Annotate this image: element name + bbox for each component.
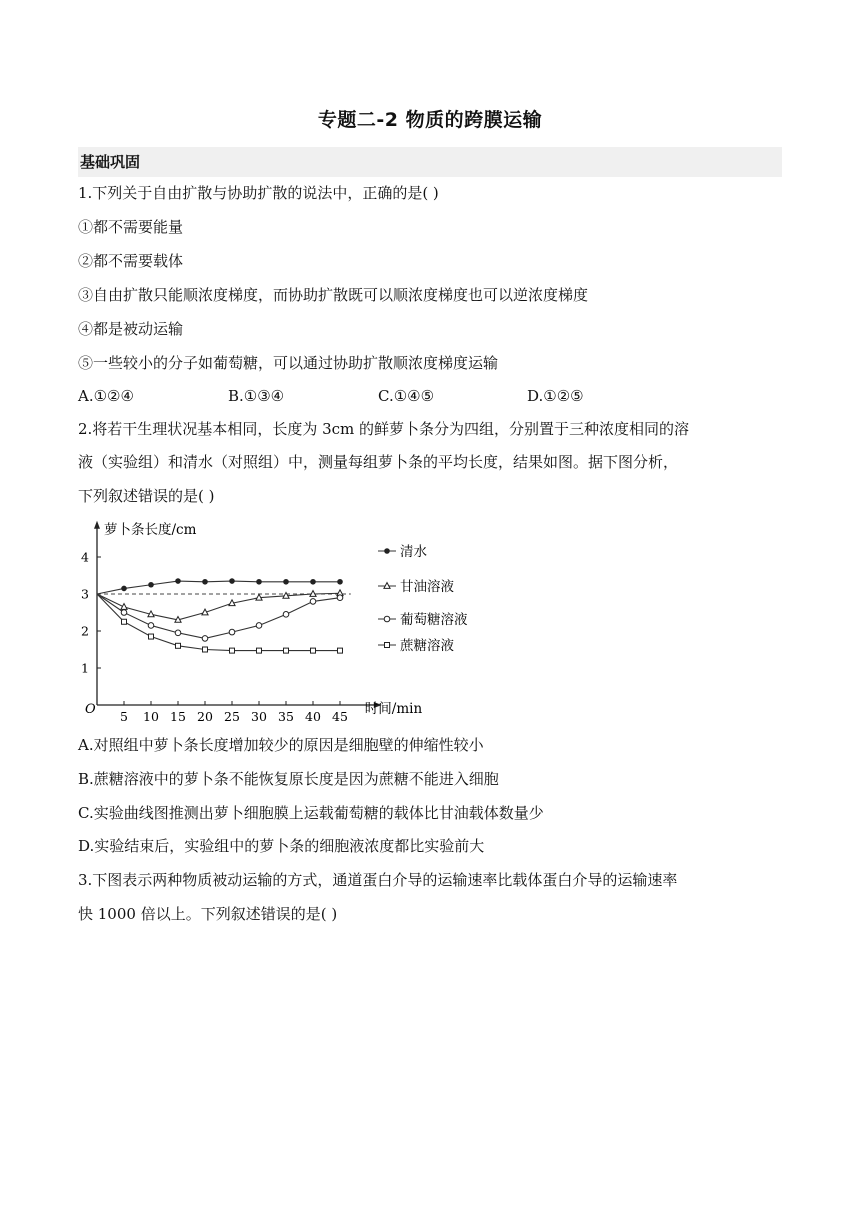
y-tick-label: 3 — [81, 586, 89, 602]
legend-marker — [384, 548, 390, 554]
data-point — [175, 630, 181, 636]
x-tick-label: 35 — [278, 709, 294, 723]
data-point — [310, 599, 316, 605]
data-point — [176, 643, 181, 648]
data-point — [202, 579, 208, 585]
question-2-option-d: D.实验结束后，实验组中的萝卜条的细胞液浓度都比实验前大 — [78, 837, 485, 855]
data-point — [121, 610, 127, 616]
data-point — [175, 578, 181, 584]
data-point — [256, 579, 262, 585]
data-point — [122, 619, 127, 624]
data-point — [311, 648, 316, 653]
question-1-item-5: ⑤一些较小的分子如葡萄糖，可以通过协助扩散顺浓度梯度运输 — [78, 354, 499, 372]
x-tick-label: 30 — [251, 709, 267, 723]
question-2-stem-line-1: 2.将若干生理状况基本相同，长度为 3cm 的鲜萝卜条分为四组，分别置于三种浓度相同的溶 — [78, 420, 690, 438]
data-point — [257, 648, 262, 653]
question-1-option-c: C.①④⑤ — [378, 387, 435, 405]
series-line — [97, 593, 340, 620]
data-point — [202, 636, 208, 642]
series-line — [97, 594, 340, 638]
data-point — [229, 629, 235, 635]
data-point — [283, 612, 289, 618]
legend-label: 清水 — [400, 544, 427, 560]
data-point — [230, 648, 235, 653]
data-point — [337, 579, 343, 585]
legend-label: 蔗糖溶液 — [400, 638, 454, 654]
origin-label: O — [85, 702, 96, 717]
radish-length-chart — [78, 515, 478, 723]
question-2-stem-line-2: 液（实验组）和清水（对照组）中，测量每组萝卜条的平均长度，结果如图。据下图分析， — [78, 453, 679, 471]
question-2-stem-line-3: 下列叙述错误的是( ) — [78, 487, 215, 505]
x-tick-label: 25 — [224, 709, 240, 723]
section-header — [78, 147, 782, 177]
question-1-item-2: ②都不需要载体 — [78, 252, 184, 270]
question-1-option-b: B.①③④ — [228, 387, 285, 405]
question-1-option-a: A.①②④ — [78, 387, 134, 405]
x-tick-label: 40 — [305, 709, 321, 723]
x-tick-label: 10 — [143, 709, 159, 723]
data-point — [284, 648, 289, 653]
data-point — [148, 582, 154, 588]
question-1-item-1: ①都不需要能量 — [78, 218, 184, 236]
y-axis-arrow — [94, 521, 100, 529]
legend-label: 葡萄糖溶液 — [400, 612, 468, 628]
page-title: 专题二-2 物质的跨膜运输 — [317, 109, 543, 131]
data-point — [149, 634, 154, 639]
question-1-stem: 1.下列关于自由扩散与协助扩散的说法中，正确的是( ) — [78, 184, 439, 202]
legend-marker — [385, 643, 390, 648]
data-point — [337, 595, 343, 601]
legend-marker — [384, 616, 390, 622]
data-point — [203, 647, 208, 652]
data-point — [256, 623, 262, 629]
y-tick-label: 2 — [81, 623, 89, 639]
x-tick-label: 15 — [170, 709, 186, 723]
series-line — [97, 581, 340, 594]
x-tick-label: 20 — [197, 709, 213, 723]
question-1-item-4: ④都是被动运输 — [78, 320, 184, 338]
question-2-option-b: B.蔗糖溶液中的萝卜条不能恢复原长度是因为蔗糖不能进入细胞 — [78, 770, 499, 788]
y-tick-label: 4 — [81, 549, 89, 565]
data-point — [310, 579, 316, 585]
data-point — [283, 579, 289, 585]
question-2-option-a: A.对照组中萝卜条长度增加较少的原因是细胞壁的伸缩性较小 — [78, 736, 484, 754]
question-3-stem-line-1: 3.下图表示两种物质被动运输的方式，通道蛋白介导的运输速率比载体蛋白介导的运输速率 — [78, 871, 678, 889]
data-point — [229, 578, 235, 584]
y-axis-label: 萝卜条长度/cm — [104, 521, 197, 538]
y-tick-label: 1 — [81, 660, 89, 676]
section-title: 基础巩固 — [80, 153, 141, 171]
x-axis-label: 时间/min — [364, 701, 423, 717]
x-tick-label: 5 — [120, 709, 128, 723]
data-point — [338, 648, 343, 653]
question-1-option-d: D.①②⑤ — [527, 387, 584, 405]
legend-label: 甘油溶液 — [400, 579, 454, 595]
question-2-option-c: C.实验曲线图推测出萝卜细胞膜上运载葡萄糖的载体比甘油载体数量少 — [78, 804, 544, 822]
series-line — [97, 594, 340, 651]
question-3-stem-line-2: 快 1000 倍以上。下列叙述错误的是( ) — [78, 905, 338, 923]
data-point — [148, 623, 154, 629]
question-1-item-3: ③自由扩散只能顺浓度梯度，而协助扩散既可以顺浓度梯度也可以逆浓度梯度 — [78, 286, 589, 304]
x-tick-label: 45 — [332, 709, 348, 723]
data-point — [121, 586, 127, 592]
